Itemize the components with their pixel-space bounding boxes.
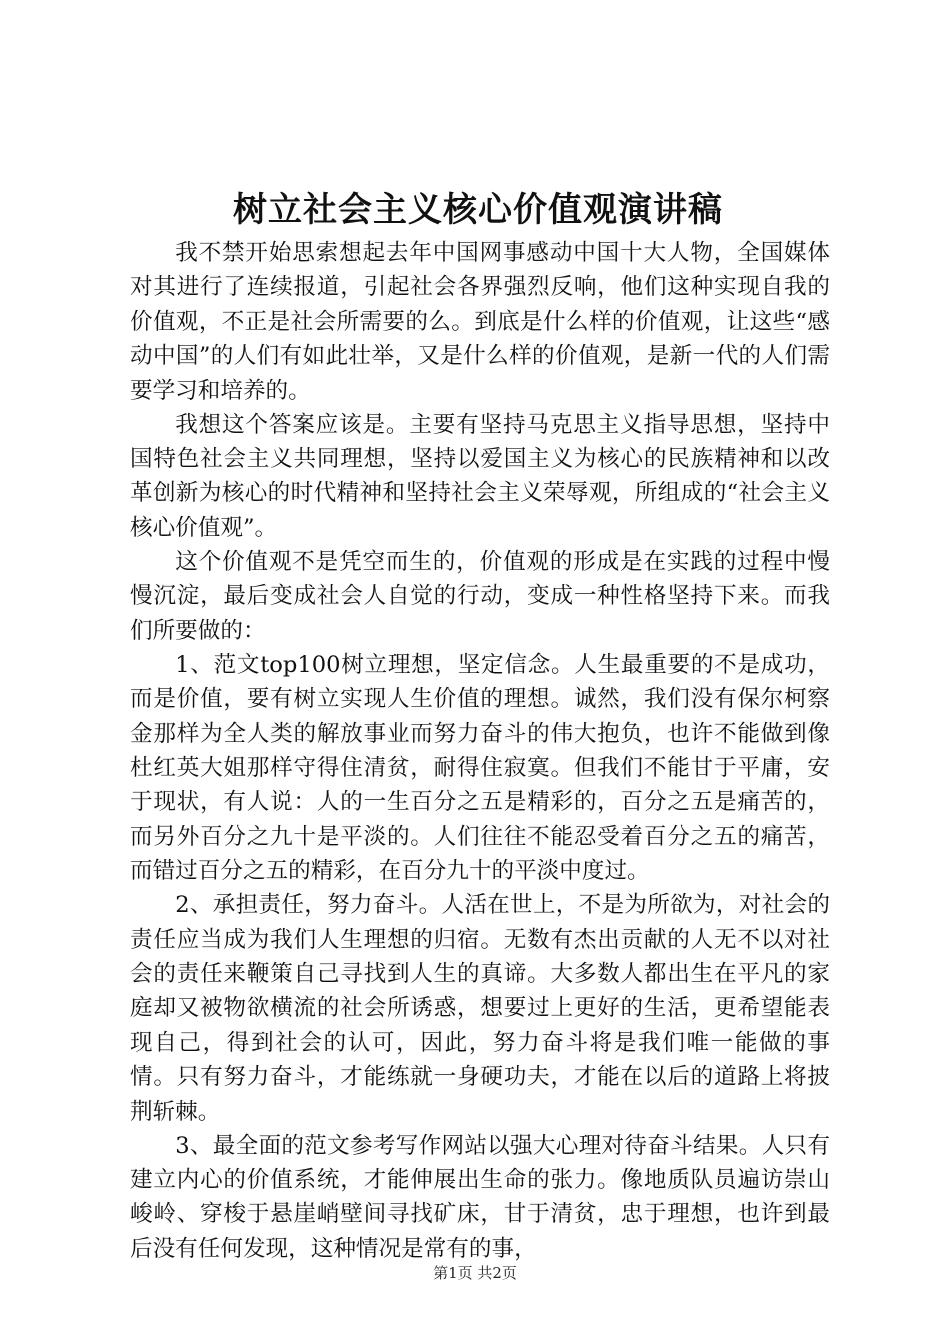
document-body (130, 236, 830, 1266)
body-paragraph: 3、最全面的范文参考写作网站以强大心理对待奋斗结果。人只有建立内心的价值系统，才能伸展出生命的张力。像地质队员遍访崇山峻岭、穿梭于悬崖峭壁间寻找矿床，甘于清贫，忠于理想，也许到最后没有任何发现，这种情况是常有的事， (130, 1132, 830, 1262)
page-number-footer: 第1页 共2页 (433, 1264, 517, 1282)
body-paragraph: 这个价值观不是凭空而生的，价值观的形成是在实践的过程中慢慢沉淀，最后变成社会人自觉的行动，变成一种性格坚持下来。而我们所要做的： (130, 548, 830, 644)
body-paragraph: 我不禁开始思索想起去年中国网事感动中国十大人物，全国媒体对其进行了连续报道，引起社会各界强烈反响，他们这种实现自我的价值观，不正是社会所需要的么。到底是什么样的价值观，让这些“感动中国”的人们有如此壮举，又是什么样的价值观，是新一代的人们需要学习和培养的。 (130, 240, 830, 404)
body-paragraph: 2、承担责任，努力奋斗。人活在世上，不是为所欲为，对社会的责任应当成为我们人生理想的归宿。无数有杰出贡献的人无不以对社会的责任来鞭策自己寻找到人生的真谛。大多数人都出生在平凡的家庭却又被物欲横流的社会所诱惑，想要过上更好的生活，更希望能表现自己，得到社会的认可，因此，努力奋斗将是我们唯一能做的事情。只有努力奋斗，才能练就一身硬功夫，才能在以后的道路上将披荆斩棘。 (130, 892, 830, 1125)
body-paragraph: 我想这个答案应该是。主要有坚持马克思主义指导思想，坚持中国特色社会主义共同理想，坚持以爱国主义为核心的民族精神和以改革创新为核心的时代精神和坚持社会主义荣辱观，所组成的“社会主义核心价值观”。 (130, 411, 830, 541)
document-title: 树立社会主义核心价值观演讲稿 (233, 190, 723, 230)
body-paragraph: 1、范文top100树立理想，坚定信念。人生最重要的不是成功，而是价值，要有树立实现人生价值的理想。诚然，我们没有保尔柯察金那样为全人类的解放事业而努力奋斗的伟大抱负，也许不能做到像杜红英大姐那样守得住清贫，耐得住寂寞。但我们不能甘于平庸，安于现状，有人说：人的一生百分之五是精彩的，百分之五是痛苦的，而另外百分之九十是平淡的。人们往往不能忍受着百分之五的痛苦，而错过百分之五的精彩，在百分九十的平淡中度过。 (130, 651, 830, 885)
